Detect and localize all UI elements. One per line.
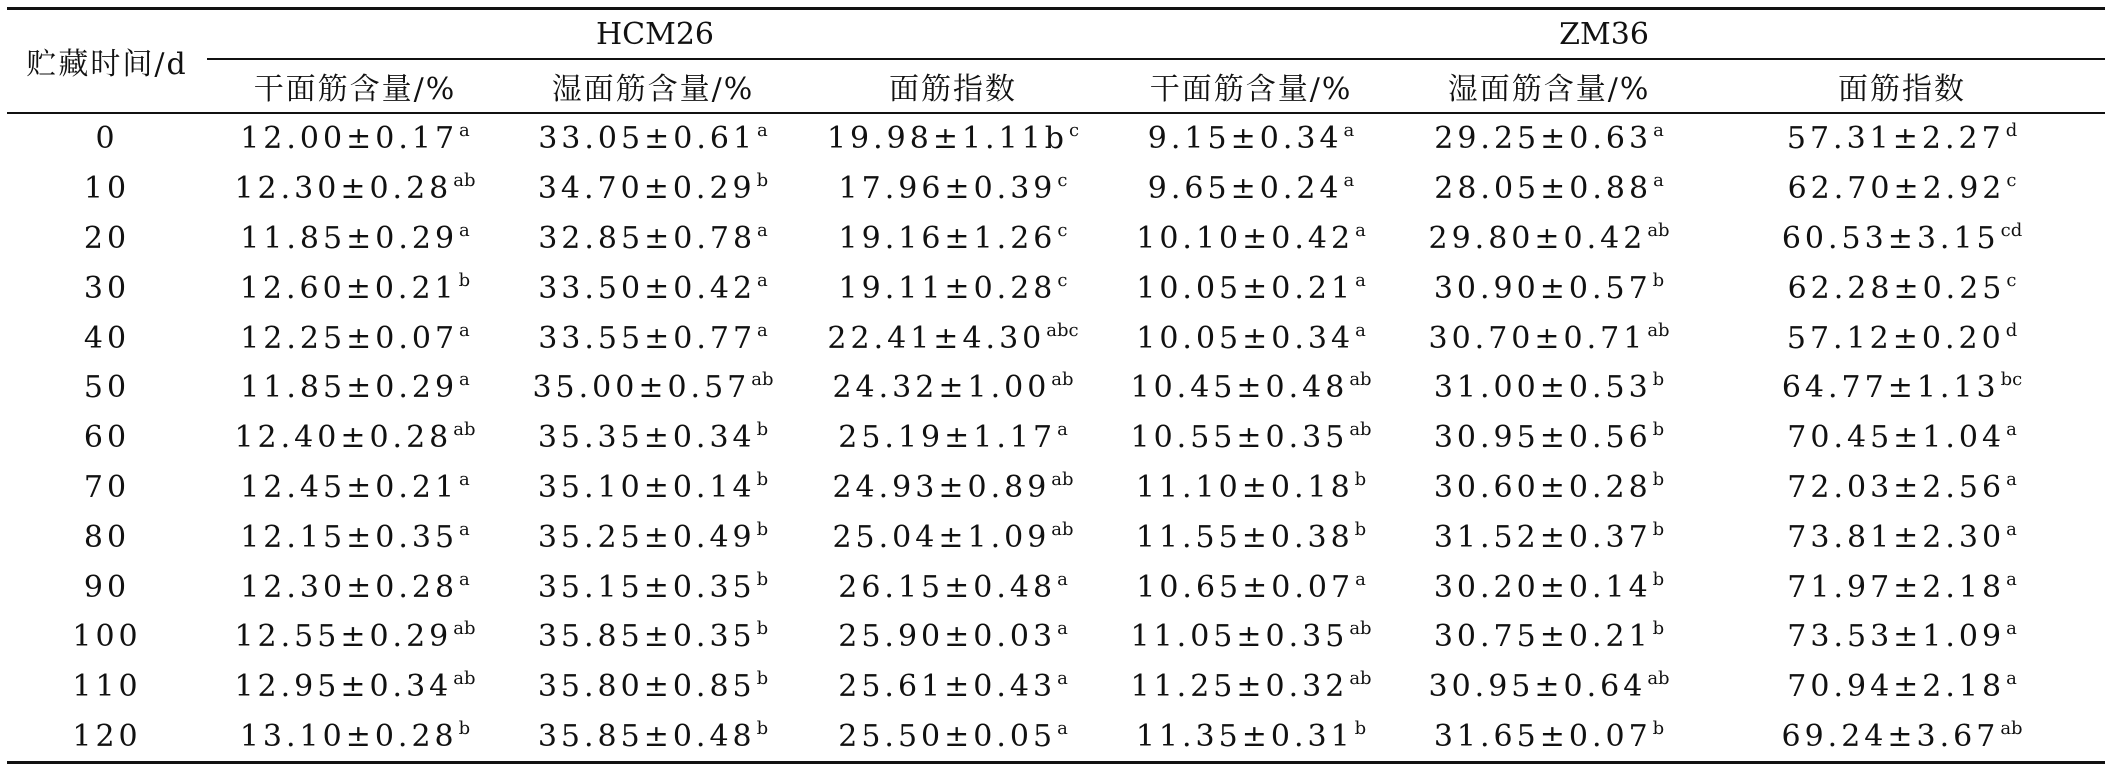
storage-time-cell: 40 — [83, 320, 131, 356]
significance-letter: a — [1057, 568, 1068, 590]
significance-letter: bc — [2000, 369, 2023, 391]
significance-letter: ab — [1349, 369, 1372, 391]
table-cell — [803, 263, 1103, 313]
storage-time-cell: 0 — [95, 121, 119, 157]
significance-letter: b — [1652, 568, 1665, 590]
cell-value: 35.35±0.34 — [537, 420, 756, 456]
table-row — [7, 214, 2105, 264]
significance-letter: b — [756, 170, 769, 192]
cell-value: 25.19±1.17 — [838, 420, 1057, 456]
cell-value: 71.97±2.18 — [1787, 569, 2006, 605]
significance-letter: ab — [453, 419, 476, 441]
cell-value: 12.30±0.28 — [240, 569, 459, 605]
table-header — [7, 9, 2105, 114]
cell-value: 12.60±0.21 — [239, 270, 458, 306]
cell-value: 12.55±0.29 — [234, 619, 453, 655]
col-header-wet-gluten: 湿面筋含量/% — [503, 59, 803, 113]
cell-value: 25.90±0.03 — [838, 619, 1057, 655]
significance-letter: a — [1355, 568, 1366, 590]
cell-value: 12.40±0.28 — [234, 420, 453, 456]
significance-letter: a — [459, 369, 470, 391]
cell-value: 73.81±2.30 — [1787, 519, 2006, 555]
table-cell — [1103, 214, 1399, 264]
cell-value: 13.10±0.28 — [239, 718, 458, 754]
significance-letter: a — [1057, 717, 1068, 739]
cell-value: 64.77±1.13 — [1781, 370, 2000, 406]
significance-letter: a — [1343, 120, 1355, 142]
cell-value: 62.28±0.25 — [1787, 270, 2006, 306]
table-cell — [503, 263, 803, 313]
cell-value: 70.94±2.18 — [1787, 669, 2006, 705]
table-cell — [1699, 214, 2105, 264]
table-cell — [1399, 612, 1699, 662]
table-cell — [207, 413, 503, 463]
table-cell — [1399, 463, 1699, 513]
table-cell — [207, 662, 503, 712]
significance-letter: b — [1652, 717, 1665, 739]
cell-value: 30.20±0.14 — [1433, 569, 1652, 605]
table-cell — [207, 214, 503, 264]
table-cell — [1399, 562, 1699, 612]
significance-letter: b — [458, 717, 471, 739]
significance-letter: a — [2006, 468, 2017, 490]
significance-letter: d — [2005, 319, 2018, 341]
significance-letter: a — [1355, 319, 1366, 341]
significance-letter: ab — [1647, 219, 1670, 241]
cell-value: 33.05±0.61 — [538, 121, 757, 157]
significance-letter: ab — [1051, 468, 1074, 490]
cell-value: 12.45±0.21 — [240, 469, 459, 505]
significance-letter: a — [459, 518, 470, 540]
significance-letter: a — [1653, 170, 1664, 192]
significance-letter: a — [2006, 618, 2017, 640]
table-cell — [1399, 113, 1699, 164]
table-cell — [803, 313, 1103, 363]
table-cell — [803, 562, 1103, 612]
cell-value: 12.95±0.34 — [234, 669, 453, 705]
significance-letter: ab — [1051, 518, 1074, 540]
col-header-gluten-index: 面筋指数 — [803, 59, 1103, 113]
storage-time-cell: 110 — [72, 669, 142, 705]
cell-value: 35.10±0.14 — [537, 469, 756, 505]
storage-time-cell: 80 — [83, 519, 131, 555]
cell-value: 24.32±1.00 — [832, 370, 1051, 406]
table-cell — [803, 363, 1103, 413]
table-cell — [1399, 363, 1699, 413]
table-cell — [1699, 363, 2105, 413]
cell-value: 11.25±0.32 — [1130, 669, 1349, 705]
cell-value: 10.05±0.21 — [1136, 270, 1355, 306]
table-cell — [503, 214, 803, 264]
cell-value: 33.55±0.77 — [538, 320, 757, 356]
table-cell — [1699, 113, 2105, 164]
significance-letter: b — [1652, 518, 1665, 540]
table-cell — [503, 113, 803, 164]
cell-value: 30.70±0.71 — [1428, 320, 1647, 356]
cell-value: 12.00±0.17 — [240, 121, 459, 157]
table-cell — [1699, 263, 2105, 313]
table-cell — [207, 363, 503, 413]
table-cell — [207, 263, 503, 313]
significance-letter: a — [1057, 668, 1068, 690]
significance-letter: c — [1057, 170, 1068, 192]
table-cell — [1699, 512, 2105, 562]
storage-time-cell: 20 — [83, 220, 131, 256]
table-row — [7, 413, 2105, 463]
significance-letter: ab — [1349, 419, 1372, 441]
cell-value: 30.95±0.56 — [1433, 420, 1652, 456]
table-cell — [1699, 712, 2105, 763]
table-cell — [207, 712, 503, 763]
significance-letter: ab — [1647, 668, 1670, 690]
table-cell — [1103, 263, 1399, 313]
table-cell — [1103, 612, 1399, 662]
cell-value: 35.80±0.85 — [537, 669, 756, 705]
table-cell — [1399, 662, 1699, 712]
significance-letter: ab — [453, 668, 476, 690]
cell-value: 35.85±0.48 — [537, 718, 756, 754]
row-header-storage-time: 贮藏时间/d — [7, 9, 207, 114]
table-row — [7, 263, 2105, 313]
significance-letter: b — [1652, 269, 1665, 291]
table-cell — [207, 612, 503, 662]
cell-value: 35.85±0.35 — [537, 619, 756, 655]
table-cell — [503, 463, 803, 513]
significance-letter: b — [1354, 717, 1367, 739]
significance-letter: b — [756, 468, 769, 490]
storage-time-cell: 10 — [83, 171, 131, 207]
cell-value: 32.85±0.78 — [538, 220, 757, 256]
table-cell — [1103, 463, 1399, 513]
significance-letter: b — [756, 419, 769, 441]
table-row — [7, 562, 2105, 612]
table-cell — [1103, 164, 1399, 214]
significance-letter: cd — [2000, 219, 2023, 241]
table-row — [7, 612, 2105, 662]
table-cell — [1699, 562, 2105, 612]
table-cell — [1103, 313, 1399, 363]
cell-value: 19.98±1.11b — [826, 121, 1068, 157]
significance-letter: b — [1652, 618, 1665, 640]
significance-letter: a — [1355, 219, 1366, 241]
cell-value: 30.95±0.64 — [1428, 669, 1647, 705]
table-cell — [1103, 662, 1399, 712]
table-cell — [1699, 313, 2105, 363]
cell-value: 70.45±1.04 — [1787, 420, 2006, 456]
table-cell — [1399, 512, 1699, 562]
cell-value: 31.52±0.37 — [1433, 519, 1652, 555]
significance-letter: c — [1057, 219, 1068, 241]
table-cell — [1699, 463, 2105, 513]
significance-letter: a — [1653, 120, 1664, 142]
table-cell — [1699, 164, 2105, 214]
table-cell — [803, 214, 1103, 264]
significance-letter: a — [757, 269, 768, 291]
table-cell — [503, 612, 803, 662]
significance-letter: b — [1354, 518, 1367, 540]
storage-time-cell: 90 — [83, 569, 131, 605]
cell-value: 19.11±0.28 — [838, 270, 1057, 306]
table-row — [7, 662, 2105, 712]
storage-time-cell: 120 — [72, 718, 142, 754]
group-header-zm36: ZM36 — [1103, 9, 2105, 60]
cell-value: 72.03±2.56 — [1787, 469, 2006, 505]
cell-value: 31.00±0.53 — [1433, 370, 1652, 406]
cell-value: 10.55±0.35 — [1130, 420, 1349, 456]
storage-time-cell: 100 — [72, 619, 142, 655]
cell-value: 34.70±0.29 — [537, 171, 756, 207]
table-cell — [207, 562, 503, 612]
storage-time-cell: 60 — [83, 420, 131, 456]
table-cell — [803, 113, 1103, 164]
cell-value: 17.96±0.39 — [838, 171, 1057, 207]
significance-letter: a — [2006, 518, 2017, 540]
significance-letter: b — [756, 568, 769, 590]
table-row — [7, 113, 2105, 164]
significance-letter: a — [459, 219, 470, 241]
cell-value: 9.65±0.24 — [1147, 171, 1343, 207]
cell-value: 25.61±0.43 — [838, 669, 1057, 705]
table-cell — [803, 512, 1103, 562]
table-body — [7, 113, 2105, 763]
significance-letter: b — [756, 518, 769, 540]
table-cell — [1399, 214, 1699, 264]
significance-letter: abc — [1046, 319, 1079, 341]
table-cell — [503, 413, 803, 463]
table-cell — [803, 413, 1103, 463]
cell-value: 11.85±0.29 — [240, 370, 459, 406]
significance-letter: b — [1354, 468, 1367, 490]
cell-value: 11.55±0.38 — [1135, 519, 1354, 555]
significance-letter: a — [2006, 419, 2017, 441]
table-cell — [207, 463, 503, 513]
cell-value: 10.45±0.48 — [1130, 370, 1349, 406]
table-cell — [1103, 363, 1399, 413]
table-cell — [207, 164, 503, 214]
cell-value: 62.70±2.92 — [1787, 171, 2006, 207]
significance-letter: a — [459, 568, 470, 590]
significance-letter: a — [2006, 668, 2017, 690]
cell-value: 25.04±1.09 — [832, 519, 1051, 555]
significance-letter: ab — [2000, 717, 2023, 739]
significance-letter: a — [2006, 568, 2017, 590]
table-cell — [207, 512, 503, 562]
cell-value: 28.05±0.88 — [1434, 171, 1653, 207]
col-header-dry-gluten: 干面筋含量/% — [207, 59, 503, 113]
cell-value: 30.75±0.21 — [1433, 619, 1652, 655]
col-header-gluten-index: 面筋指数 — [1699, 59, 2105, 113]
table-cell — [503, 164, 803, 214]
cell-value: 69.24±3.67 — [1781, 718, 2000, 754]
table-cell — [1699, 612, 2105, 662]
significance-letter: ab — [453, 170, 476, 192]
table-cell — [503, 313, 803, 363]
cell-value: 33.50±0.42 — [538, 270, 757, 306]
cell-value: 60.53±3.15 — [1781, 220, 2000, 256]
cell-value: 57.31±2.27 — [1786, 121, 2005, 157]
table-cell — [207, 313, 503, 363]
col-header-dry-gluten: 干面筋含量/% — [1103, 59, 1399, 113]
cell-value: 30.60±0.28 — [1433, 469, 1652, 505]
cell-value: 31.65±0.07 — [1433, 718, 1652, 754]
table-cell — [207, 113, 503, 164]
table-cell — [1399, 164, 1699, 214]
table-cell — [1399, 712, 1699, 763]
cell-value: 12.25±0.07 — [240, 320, 459, 356]
table-cell — [803, 164, 1103, 214]
cell-value: 35.25±0.49 — [537, 519, 756, 555]
storage-time-cell: 70 — [83, 469, 131, 505]
cell-value: 29.80±0.42 — [1428, 220, 1647, 256]
significance-letter: c — [1057, 269, 1068, 291]
cell-value: 30.90±0.57 — [1433, 270, 1652, 306]
significance-letter: a — [1057, 419, 1068, 441]
significance-letter: ab — [1349, 668, 1372, 690]
cell-value: 9.15±0.34 — [1147, 121, 1343, 157]
storage-time-cell: 30 — [83, 270, 131, 306]
significance-letter: a — [1057, 618, 1068, 640]
gluten-storage-table — [7, 7, 2105, 764]
significance-letter: b — [458, 269, 471, 291]
cell-value: 57.12±0.20 — [1786, 320, 2005, 356]
cell-value: 11.85±0.29 — [240, 220, 459, 256]
table-cell — [1103, 413, 1399, 463]
significance-letter: c — [2006, 269, 2017, 291]
table-cell — [1399, 313, 1699, 363]
table-cell — [803, 612, 1103, 662]
cell-value: 12.15±0.35 — [240, 519, 459, 555]
table-cell — [503, 562, 803, 612]
storage-time-cell: 50 — [83, 370, 131, 406]
table-row — [7, 712, 2105, 763]
table-cell — [1103, 512, 1399, 562]
significance-letter: a — [757, 219, 768, 241]
col-header-wet-gluten: 湿面筋含量/% — [1399, 59, 1699, 113]
cell-value: 73.53±1.09 — [1787, 619, 2006, 655]
cell-value: 24.93±0.89 — [832, 469, 1051, 505]
table-row — [7, 164, 2105, 214]
significance-letter: b — [1652, 369, 1665, 391]
table-cell — [1399, 263, 1699, 313]
significance-letter: a — [459, 120, 470, 142]
table-cell — [503, 363, 803, 413]
significance-letter: b — [1652, 468, 1665, 490]
significance-letter: ab — [453, 618, 476, 640]
table-cell — [1699, 413, 2105, 463]
table-cell — [1103, 712, 1399, 763]
table-cell — [1399, 413, 1699, 463]
table-cell — [1103, 113, 1399, 164]
significance-letter: b — [1652, 419, 1665, 441]
table-cell — [503, 662, 803, 712]
significance-letter: b — [756, 618, 769, 640]
significance-letter: ab — [1051, 369, 1074, 391]
group-header-hcm26: HCM26 — [207, 9, 1103, 60]
table-row — [7, 363, 2105, 413]
cell-value: 12.30±0.28 — [234, 171, 453, 207]
cell-value: 10.10±0.42 — [1136, 220, 1355, 256]
table-cell — [803, 662, 1103, 712]
significance-letter: ab — [1349, 618, 1372, 640]
significance-letter: c — [2006, 170, 2017, 192]
cell-value: 35.00±0.57 — [532, 370, 751, 406]
cell-value: 11.35±0.31 — [1135, 718, 1354, 754]
significance-letter: d — [2005, 120, 2018, 142]
significance-letter: ab — [751, 369, 774, 391]
table-cell — [803, 712, 1103, 763]
cell-value: 35.15±0.35 — [537, 569, 756, 605]
table-cell — [1103, 562, 1399, 612]
table-row — [7, 313, 2105, 363]
cell-value: 10.65±0.07 — [1136, 569, 1355, 605]
table-row — [7, 512, 2105, 562]
cell-value: 10.05±0.34 — [1136, 320, 1355, 356]
table-cell — [1699, 662, 2105, 712]
significance-letter: a — [459, 319, 470, 341]
cell-value: 29.25±0.63 — [1434, 121, 1653, 157]
significance-letter: a — [1355, 269, 1366, 291]
significance-letter: a — [757, 120, 768, 142]
significance-letter: b — [756, 717, 769, 739]
cell-value: 22.41±4.30 — [827, 320, 1046, 356]
table-row — [7, 463, 2105, 513]
significance-letter: ab — [1647, 319, 1670, 341]
significance-letter: c — [1068, 120, 1080, 142]
cell-value: 26.15±0.48 — [838, 569, 1057, 605]
significance-letter: a — [459, 468, 470, 490]
cell-value: 19.16±1.26 — [838, 220, 1057, 256]
significance-letter: a — [757, 319, 768, 341]
significance-letter: b — [756, 668, 769, 690]
cell-value: 11.05±0.35 — [1130, 619, 1349, 655]
significance-letter: a — [1343, 170, 1355, 192]
cell-value: 11.10±0.18 — [1135, 469, 1354, 505]
table-cell — [503, 512, 803, 562]
table-cell — [803, 463, 1103, 513]
table-cell — [503, 712, 803, 763]
cell-value: 25.50±0.05 — [838, 718, 1057, 754]
